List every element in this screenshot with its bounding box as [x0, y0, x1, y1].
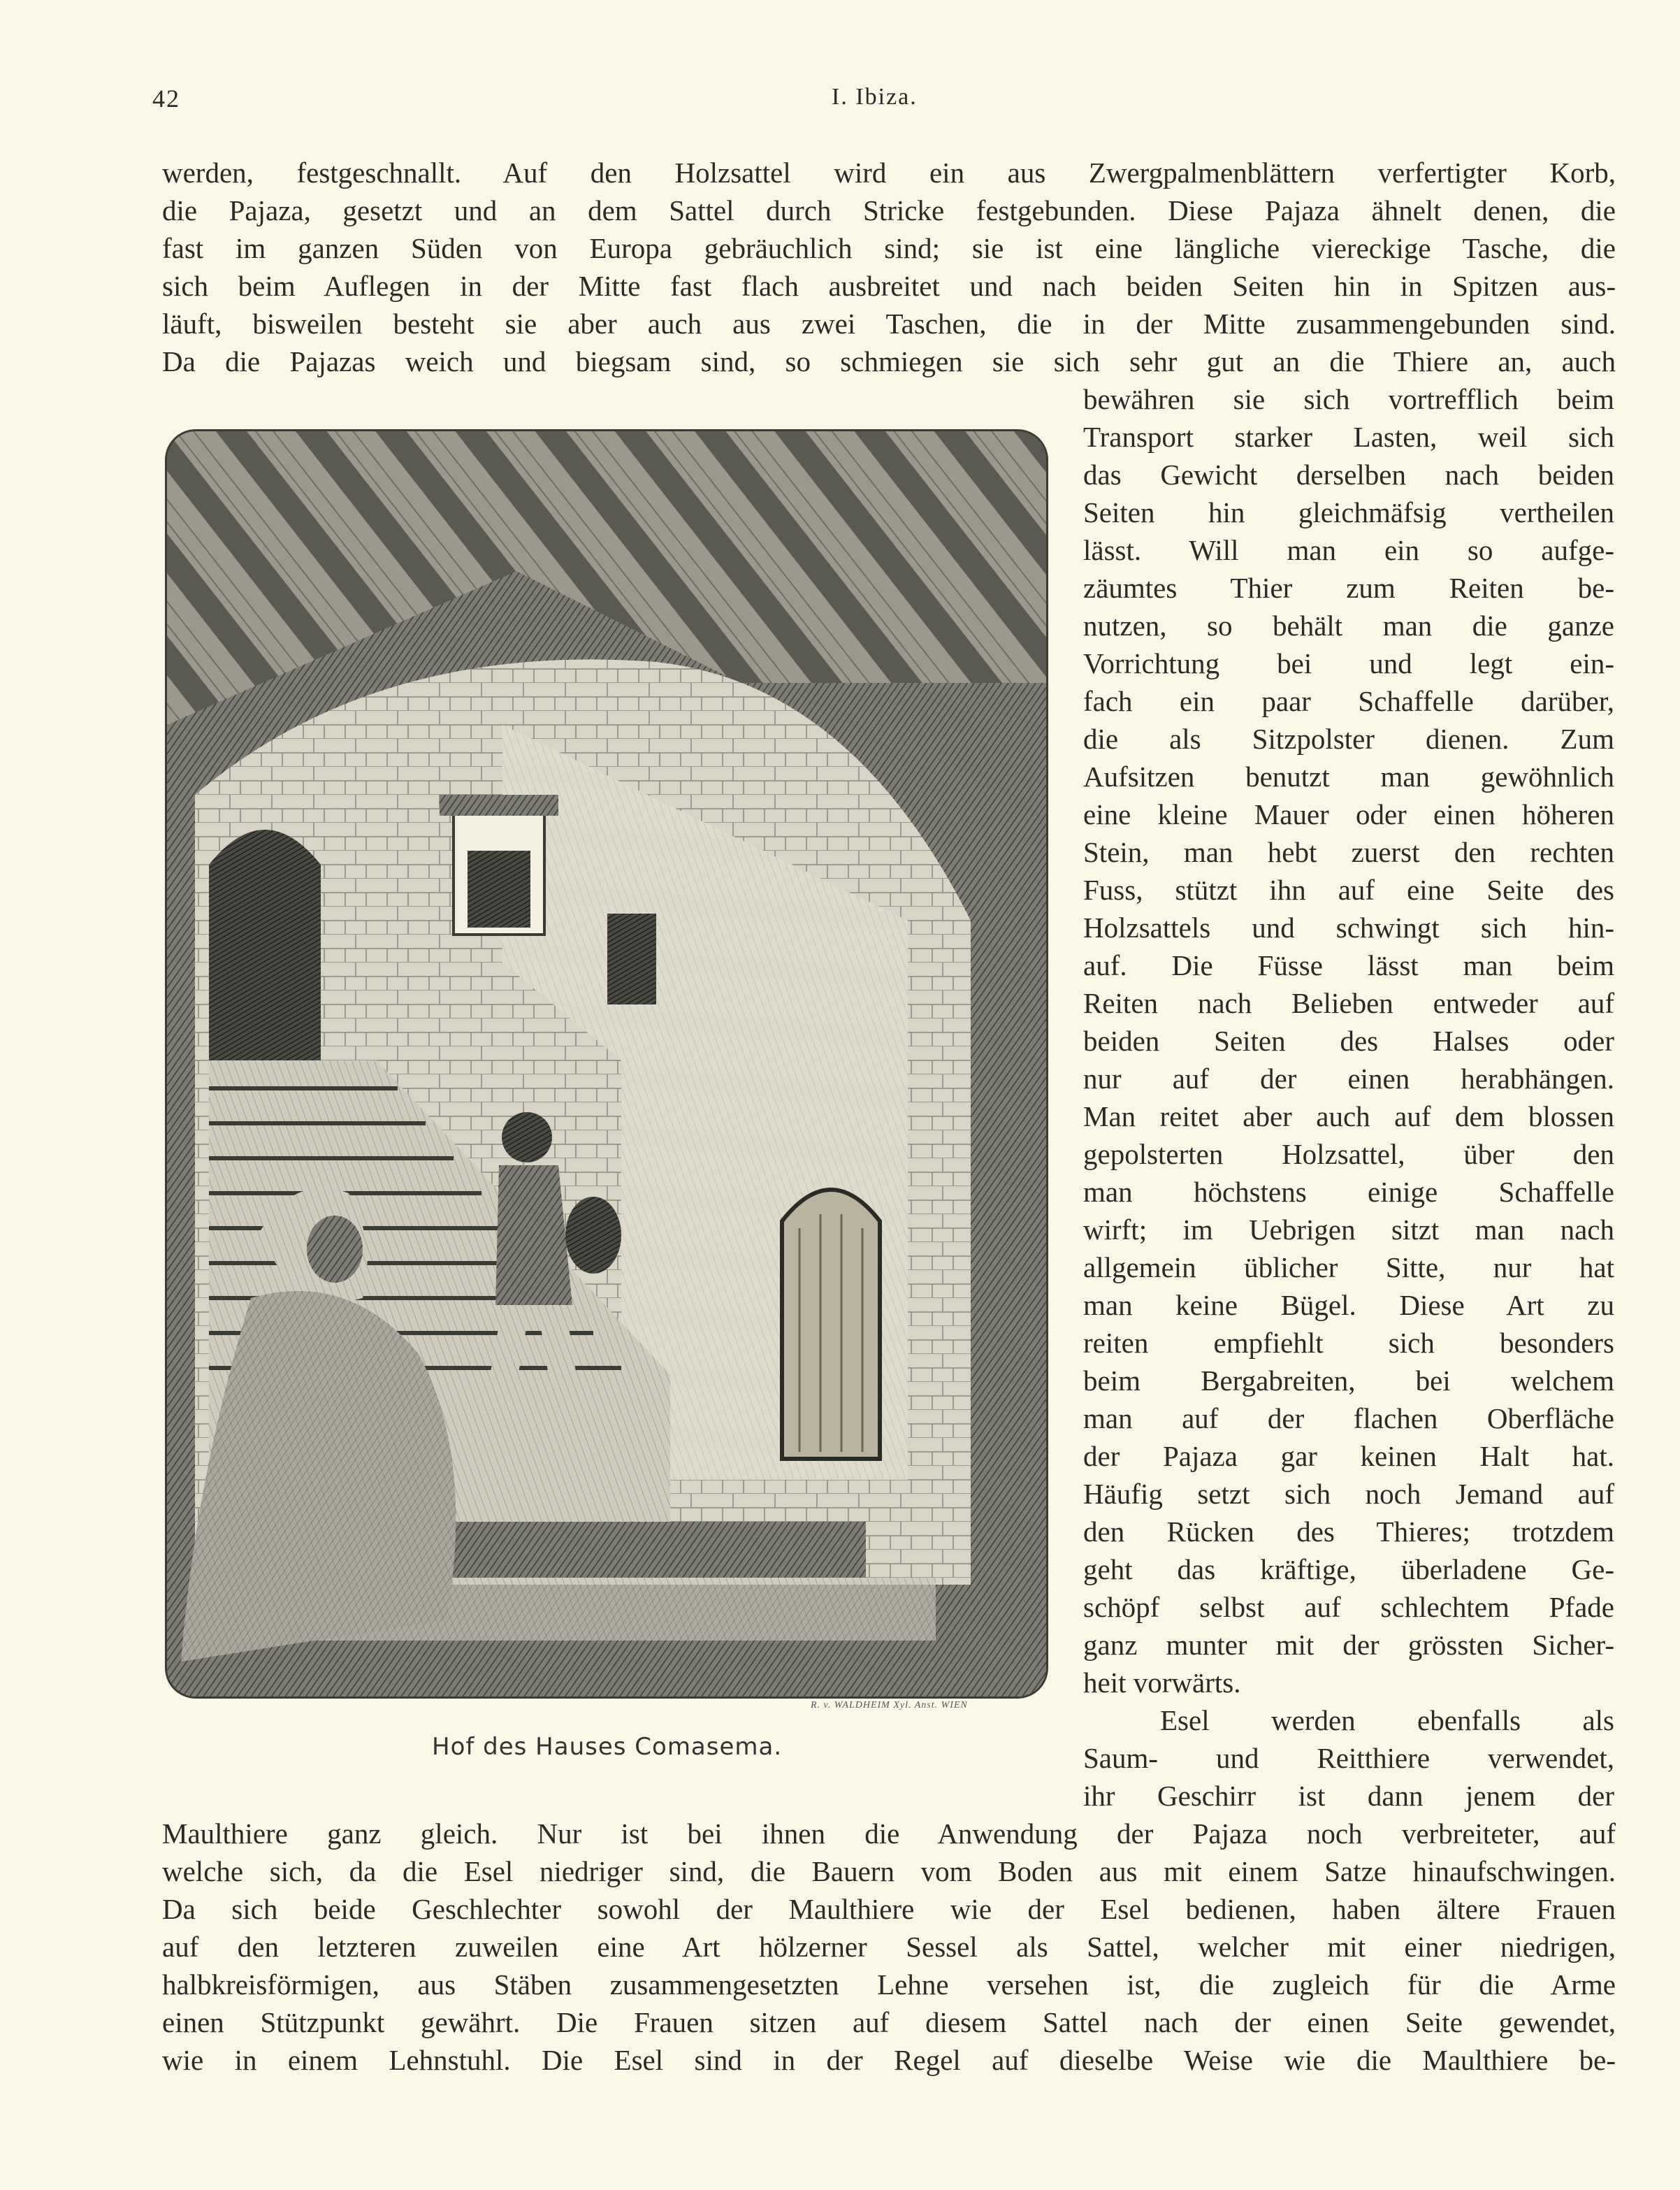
- text-line: auf den letzteren zuweilen eine Art hölzerner Sessel als Sattel, welcher mit einer niedrigen,: [162, 1931, 1616, 1963]
- text-line: Saum- und Reitthiere verwendet,: [1083, 1742, 1614, 1774]
- text-line: Häufig setzt sich noch Jemand auf: [1083, 1478, 1614, 1510]
- text-line: Aufsitzen benutzt man gewöhnlich: [1083, 761, 1614, 793]
- text-line: sich beim Auflegen in der Mitte fast flach ausbreitet und nach beiden Seiten hin in Spitzen aus-: [162, 270, 1616, 302]
- text-line: man auf der flachen Oberfläche: [1083, 1402, 1614, 1434]
- text-line: einen Stützpunkt gewährt. Die Frauen sitzen auf diesem Sattel nach der einen Seite gewendet,: [162, 2006, 1616, 2038]
- text-line: heit vorwärts.: [1083, 1666, 1241, 1699]
- text-line: geht das kräftige, überladene Ge-: [1083, 1553, 1614, 1585]
- text-line: den Rücken des Thieres; trotzdem: [1083, 1515, 1614, 1548]
- text-line: die als Sitzpolster dienen. Zum: [1083, 723, 1614, 755]
- text-line: der Pajaza gar keinen Halt hat.: [1083, 1440, 1614, 1472]
- text-line: zäumtes Thier zum Reiten be-: [1083, 572, 1614, 604]
- text-line: Stein, man hebt zuerst den rechten: [1083, 836, 1614, 868]
- text-line: welche sich, da die Esel niedriger sind, die Bauern vom Boden aus mit einem Satze hinaufschwingen.: [162, 1855, 1616, 1887]
- text-line: auf. Die Füsse lässt man beim: [1083, 949, 1614, 981]
- text-line: Seiten hin gleichmäfsig vertheilen: [1083, 496, 1614, 528]
- text-line: allgemein üblicher Sitte, nur hat: [1083, 1251, 1614, 1283]
- figure-caption: Hof des Hauses Comasema.: [432, 1733, 783, 1761]
- text-line: werden, festgeschnallt. Auf den Holzsattel wird ein aus Zwergpalmenblättern verfertigter Korb,: [162, 157, 1616, 189]
- text-line: nur auf der einen herabhängen.: [1083, 1062, 1614, 1095]
- text-line: Maulthiere ganz gleich. Nur ist bei ihnen die Anwendung der Pajaza noch verbreiteter, auf: [162, 1817, 1616, 1850]
- running-head: I. Ibiza.: [832, 84, 918, 110]
- text-line: fast im ganzen Süden von Europa gebräuchlich sind; sie ist eine längliche viereckige Tasche, die: [162, 232, 1616, 264]
- text-line: ganz munter mit der grössten Sicher-: [1083, 1629, 1614, 1661]
- text-line: eine kleine Mauer oder einen höheren: [1083, 798, 1614, 830]
- text-line: Reiten nach Belieben entweder auf: [1083, 987, 1614, 1019]
- text-line: Da die Pajazas weich und biegsam sind, so schmiegen sie sich sehr gut an die Thiere an, auch: [162, 345, 1616, 377]
- text-line: nutzen, so behält man die ganze: [1083, 610, 1614, 642]
- text-line: Esel werden ebenfalls als: [1160, 1704, 1614, 1736]
- engraving-drawing: [167, 431, 1046, 1696]
- text-line: Da sich beide Geschlechter sowohl der Maulthiere wie der Esel bedienen, haben ältere Frauen: [162, 1893, 1616, 1925]
- courtyard-engraving: [165, 429, 1048, 1699]
- text-line: lässt. Will man ein so aufge-: [1083, 534, 1614, 566]
- text-line: wirft; im Uebrigen sitzt man nach: [1083, 1213, 1614, 1246]
- text-line: läuft, bisweilen besteht sie aber auch aus zwei Taschen, die in der Mitte zusammengebunden sind.: [162, 308, 1616, 340]
- text-line: das Gewicht derselben nach beiden: [1083, 459, 1614, 491]
- text-line: wie in einem Lehnstuhl. Die Esel sind in der Regel auf dieselbe Weise wie die Maulthiere be-: [162, 2044, 1616, 2076]
- text-line: Fuss, stützt ihn auf eine Seite des: [1083, 874, 1614, 906]
- text-line: Vorrichtung bei und legt ein-: [1083, 647, 1614, 679]
- text-line: man höchstens einige Schaffelle: [1083, 1176, 1614, 1208]
- text-line: Man reitet aber auch auf dem blossen: [1083, 1100, 1614, 1132]
- page-number: 42: [152, 85, 180, 113]
- text-line: beiden Seiten des Halses oder: [1083, 1025, 1614, 1057]
- text-line: ihr Geschirr ist dann jenem der: [1083, 1780, 1614, 1812]
- text-line: Transport starker Lasten, weil sich: [1083, 421, 1614, 453]
- text-line: schöpf selbst auf schlechtem Pfade: [1083, 1591, 1614, 1623]
- text-line: die Pajaza, gesetzt und an dem Sattel durch Stricke festgebunden. Diese Pajaza ähnelt denen, die: [162, 194, 1616, 226]
- text-line: fach ein paar Schaffelle darüber,: [1083, 685, 1614, 717]
- text-line: Holzsattels und schwingt sich hin-: [1083, 912, 1614, 944]
- text-line: reiten empfiehlt sich besonders: [1083, 1327, 1614, 1359]
- text-line: man keine Bügel. Diese Art zu: [1083, 1289, 1614, 1321]
- text-line: bewähren sie sich vortrefflich beim: [1083, 383, 1614, 415]
- text-line: gepolsterten Holzsattel, über den: [1083, 1138, 1614, 1170]
- text-line: beim Bergabreiten, bei welchem: [1083, 1364, 1614, 1397]
- engraver-credit: R. v. WALDHEIM Xyl. Anst. WIEN: [811, 1700, 968, 1710]
- text-line: halbkreisförmigen, aus Stäben zusammengesetzten Lehne versehen ist, die zugleich für die Arme: [162, 1968, 1616, 2001]
